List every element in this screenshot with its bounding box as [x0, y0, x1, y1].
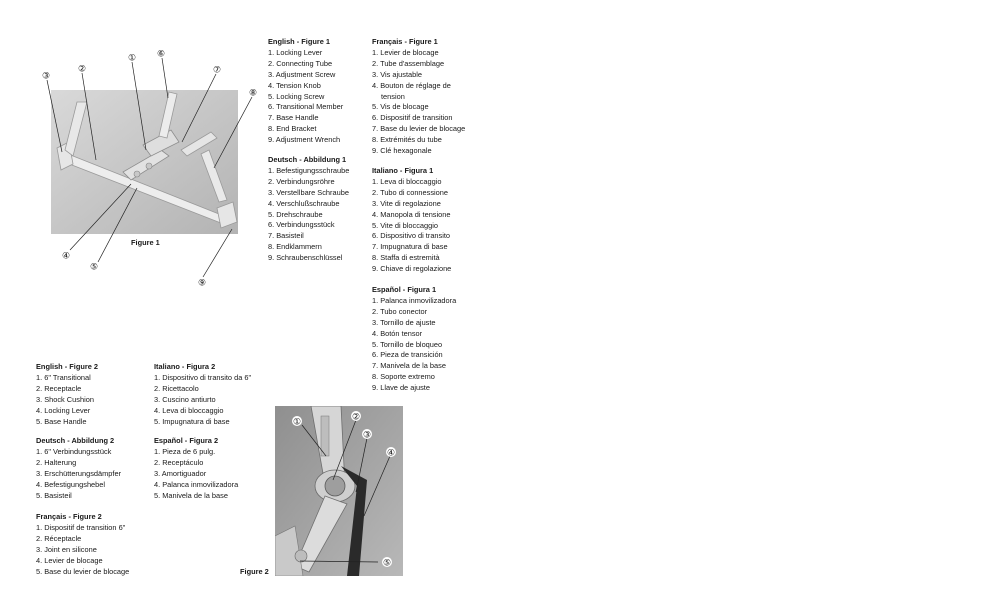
legend-item: 4. Locking Lever: [36, 405, 91, 415]
fig1-callout-6: ⑥: [156, 49, 166, 60]
legend-item: 2. Tubo conector: [372, 306, 428, 316]
fig1-deutsch-legend: [268, 155, 349, 264]
legend-item: 9. Adjustment Wrench: [268, 135, 341, 145]
legend-title: Español - Figura 2: [154, 436, 219, 445]
legend-title: Italiano - Figura 2: [154, 362, 216, 371]
legend-item: 3. Tornillo de ajuste: [372, 317, 436, 327]
fig1-callout-9: ⑨: [197, 278, 207, 289]
legend-title: Deutsch - Abbildung 2: [36, 436, 115, 445]
legend-title: Español - Figura 1: [372, 285, 437, 294]
legend-item: 2. Receptáculo: [154, 457, 204, 467]
legend-item: 9. Llave de ajuste: [372, 383, 430, 393]
fig1-italiano-legend: [372, 166, 451, 275]
fig1-callout-3: ③: [41, 71, 51, 82]
legend-title: English - Figure 1: [268, 37, 331, 46]
legend-item: 2. Ricettacolo: [154, 383, 199, 393]
legend-item: 3. Vis ajustable: [372, 69, 422, 79]
legend-item: 5. Drehschraube: [268, 209, 323, 219]
legend-item: 6. Pieza de transición: [372, 350, 443, 360]
legend-item: 3. Erschütterungsdämpfer: [36, 468, 122, 478]
fig1-callout-2: ②: [77, 64, 87, 75]
legend-item: 6. Verbindungsstück: [268, 220, 335, 230]
legend-item: 9. Clé hexagonale: [372, 146, 432, 156]
legend-item: 5. Base Handle: [36, 416, 87, 426]
legend-item: 2. Connecting Tube: [268, 58, 333, 68]
fig1-callout-7: ⑦: [212, 65, 222, 76]
legend-item: 9. Chiave di regolazione: [372, 264, 452, 274]
legend-item: 8. Extrémités du tube: [372, 135, 442, 145]
legend-title: Français - Figure 1: [372, 37, 438, 46]
fig1-callout-8: ⑧: [248, 88, 258, 99]
legend-item: 1. Levier de blocage: [372, 47, 439, 57]
legend-title: English - Figure 2: [36, 362, 99, 371]
legend-item: 1. Pieza de 6 pulg.: [154, 446, 216, 456]
legend-item: 4. Palanca inmovilizadora: [154, 479, 239, 489]
legend-item: 5. Vis de blocage: [372, 102, 429, 112]
fig1-callout-1: ①: [127, 53, 137, 64]
legend-item: tension: [381, 91, 405, 101]
legend-item: 5. Vite di bloccaggio: [372, 220, 439, 230]
legend-item: 3. Vite di regolazione: [372, 198, 441, 208]
legend-item: 2. Réceptacle: [36, 533, 82, 543]
legend-item: 6. Transitional Member: [268, 102, 344, 112]
legend-item: 4. Bouton de réglage de: [372, 80, 451, 90]
legend-item: 7. Basisteil: [268, 231, 304, 241]
fig2-callout-4: ④: [386, 448, 396, 459]
fig1-callout-4: ④: [61, 251, 71, 262]
legend-item: 3. Joint en silicone: [36, 544, 97, 554]
fig2-francais-legend: [36, 512, 129, 577]
fig1-callout-5: ⑤: [89, 262, 99, 273]
legend-item: 4. Verschlußschraube: [268, 198, 340, 208]
fig1-english-legend: [268, 37, 343, 146]
legend-title: Italiano - Figura 1: [372, 166, 434, 175]
legend-item: 3. Amortiguador: [154, 468, 207, 478]
legend-item: 4. Tension Knob: [268, 80, 321, 90]
fig2-espanol-legend: [154, 436, 238, 501]
legend-item: 5. Tornillo de bloqueo: [372, 339, 443, 349]
fig2-callout-5: ⑤: [382, 558, 392, 569]
figure2-caption: Figure 2: [240, 567, 269, 576]
legend-item: 4. Levier de blocage: [36, 555, 103, 565]
legend-item: 7. Base du levier de blocage: [372, 124, 466, 134]
legend-item: 8. End Bracket: [268, 124, 317, 134]
legend-item: 3. Verstellbare Schraube: [268, 187, 349, 197]
legend-item: 4. Befestigungshebel: [36, 479, 106, 489]
legend-item: 4. Leva di bloccaggio: [154, 405, 224, 415]
fig1-espanol-legend: [372, 285, 456, 394]
legend-item: 1. Palanca inmovilizadora: [372, 295, 457, 305]
fig2-english-legend: [36, 362, 98, 427]
legend-item: 2. Tube d'assemblage: [372, 58, 445, 68]
legend-item: 2. Receptacle: [36, 383, 82, 393]
legend-item: 6. Dispositivo di transito: [372, 231, 451, 241]
fig2-deutsch-legend: [36, 436, 121, 501]
fig2-callout-2: ②: [351, 412, 361, 423]
legend-item: 5. Impugnatura di base: [154, 416, 230, 426]
legend-item: 5. Base du levier de blocage: [36, 566, 130, 576]
legend-item: 2. Verbindungsröhre: [268, 176, 335, 186]
legend-item: 1. Dispositivo di transito da 6": [154, 372, 252, 382]
legend-item: 1. Locking Lever: [268, 47, 323, 57]
legend-item: 1. Befestigungsschraube: [268, 165, 350, 175]
legend-item: 1. Dispositif de transition 6": [36, 522, 126, 532]
legend-item: 1. Leva di bloccaggio: [372, 176, 442, 186]
legend-item: 9. Schraubenschlüssel: [268, 253, 343, 263]
legend-item: 5. Locking Screw: [268, 91, 325, 101]
legend-item: 7. Impugnatura di base: [372, 242, 448, 252]
legend-item: 1. 6" Verbindungsstück: [36, 446, 112, 456]
fig2-italiano-legend: [154, 362, 251, 427]
fig2-callout-1: ①: [292, 417, 302, 428]
fig2-callout-3: ③: [362, 430, 372, 441]
legend-title: Français - Figure 2: [36, 512, 102, 521]
legend-item: 2. Tubo di connessione: [372, 187, 449, 197]
legend-item: 7. Manivela de la base: [372, 361, 446, 371]
legend-item: 6. Dispositif de transition: [372, 113, 453, 123]
legend-item: 8. Soporte extremo: [372, 372, 435, 382]
legend-item: 3. Cuscino antiurto: [154, 394, 216, 404]
legend-item: 4. Botón tensor: [372, 328, 423, 338]
legend-item: 8. Staffa di estremità: [372, 253, 440, 263]
legend-item: 2. Halterung: [36, 457, 77, 467]
legend-item: 3. Adjustment Screw: [268, 69, 336, 79]
legend-item: 1. 6" Transitional: [36, 372, 91, 382]
legend-item: 5. Basisteil: [36, 490, 72, 500]
legend-title: Deutsch - Abbildung 1: [268, 155, 347, 164]
fig1-francais-legend: [372, 37, 465, 157]
legend-item: 5. Manivela de la base: [154, 490, 228, 500]
legend-item: 7. Base Handle: [268, 113, 319, 123]
legend-item: 8. Endklammern: [268, 242, 322, 252]
legend-item: 4. Manopola di tensione: [372, 209, 451, 219]
legend-item: 3. Shock Cushion: [36, 394, 94, 404]
figure1-caption: Figure 1: [131, 238, 160, 247]
